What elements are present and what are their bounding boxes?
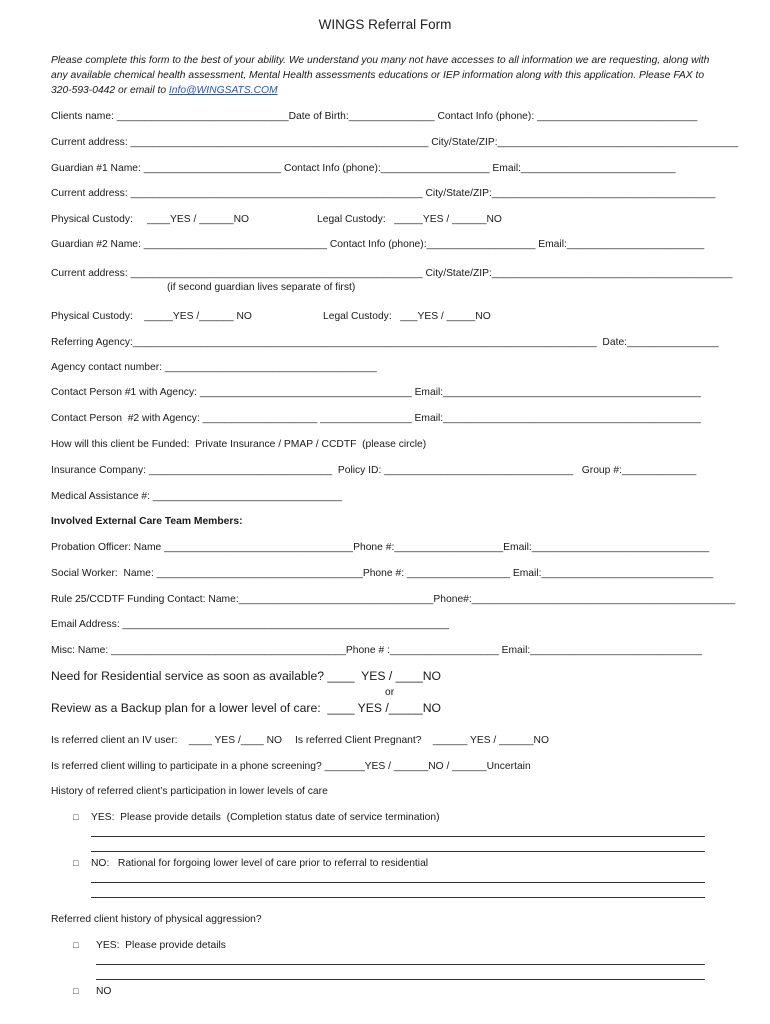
email-link[interactable]: Info@WINGSATS.COM <box>168 85 278 96</box>
insurance-line[interactable]: Insurance Company: ________________________________ Policy ID: _________________________________ Group #:_____________ <box>51 465 697 476</box>
rule-25-line[interactable]: Rule 25/CCDTF Funding Contact: Name:__________________________________Phone#:______________________________________________ <box>51 594 736 605</box>
current-address-line-3[interactable]: Current address: ___________________________________________________ City/State/ZIP:__________________________________________ <box>51 268 733 279</box>
medical-assistance-line[interactable]: Medical Assistance #: _________________________________ <box>51 491 342 502</box>
pregnant-line[interactable]: Is referred Client Pregnant? ______ YES / ______NO <box>295 735 549 746</box>
misc-line[interactable]: Misc: Name: _________________________________________Phone # :___________________ Email:______________________________ <box>51 645 703 656</box>
contact-person-2-line[interactable]: Contact Person #2 with Agency: ____________________ ________________ Email:_____________________________________________ <box>51 413 701 424</box>
aggression-no-label: NO <box>96 986 112 997</box>
history-yes-rule-2[interactable] <box>91 851 705 852</box>
residential-service-line[interactable]: Need for Residential service as soon as available? ____ YES / ____NO <box>51 669 442 683</box>
funding-line[interactable]: How will this client be Funded: Private Insurance / PMAP / CCDTF (please circle) <box>51 439 427 450</box>
guardian-2-line[interactable]: Guardian #2 Name: ________________________________ Contact Info (phone):___________________ Email:________________________ <box>51 239 705 250</box>
legal-custody-2[interactable]: Legal Custody: ___YES / _____NO <box>323 311 491 322</box>
history-no-label: NO: Rational for forgoing lower level of care prior to referral to residential <box>91 858 429 869</box>
care-team-heading: Involved External Care Team Members: <box>51 516 243 527</box>
history-yes-label: YES: Please provide details (Completion status date of service termination) <box>91 812 440 823</box>
history-no-checkbox[interactable]: □ <box>73 858 79 868</box>
aggression-yes-rule-2[interactable] <box>96 979 705 980</box>
history-no-rule-1[interactable] <box>91 882 705 883</box>
physical-custody-1[interactable]: Physical Custody: ____YES / ______NO <box>51 214 250 225</box>
legal-custody-1[interactable]: Legal Custody: _____YES / ______NO <box>317 214 502 225</box>
intro-text: Please complete this form to the best of your ability. We understand you many not have accesses to all information we are requesting, along with any available chemical health assessment, Mental Health assessments educations or IEP information along with this application. Please FAX to 320-593-0442 or email to <box>51 55 710 96</box>
aggression-yes-rule-1[interactable] <box>96 964 705 965</box>
clients-name-line[interactable]: Clients name: ______________________________Date of Birth:_______________ Contact Info (phone): ____________________________ <box>51 111 698 122</box>
aggression-heading: Referred client history of physical aggression? <box>51 914 262 925</box>
aggression-yes-label: YES: Please provide details <box>96 940 226 951</box>
aggression-yes-checkbox[interactable]: □ <box>73 940 79 950</box>
second-guardian-note: (if second guardian lives separate of first) <box>167 282 356 293</box>
referring-agency-line[interactable]: Referring Agency:_________________________________________________________________________________ Date:________________ <box>51 337 719 348</box>
probation-officer-line[interactable]: Probation Officer: Name _________________________________Phone #:___________________Email:_______________________________ <box>51 542 710 553</box>
contact-person-1-line[interactable]: Contact Person #1 with Agency: _____________________________________ Email:_____________________________________________ <box>51 387 701 398</box>
history-heading: History of referred client’s participation in lower levels of care <box>51 786 328 797</box>
current-address-line-2[interactable]: Current address: ___________________________________________________ City/State/ZIP:_______________________________________ <box>51 188 716 199</box>
iv-user-line[interactable]: Is referred client an IV user: ____ YES /____ NO <box>51 735 283 746</box>
history-no-rule-2[interactable] <box>91 897 705 898</box>
form-title: WINGS Referral Form <box>318 17 452 32</box>
guardian-1-line[interactable]: Guardian #1 Name: ________________________ Contact Info (phone):___________________ Email:___________________________ <box>51 163 676 174</box>
email-address-line[interactable]: Email Address: _________________________________________________________ <box>51 619 449 630</box>
backup-plan-line[interactable]: Review as a Backup plan for a lower level of care: ____ YES /_____NO <box>51 701 441 715</box>
current-address-line-1[interactable]: Current address: ____________________________________________________ City/State/ZIP:__________________________________________ <box>51 137 739 148</box>
physical-custody-2[interactable]: Physical Custody: _____YES /______ NO <box>51 311 252 322</box>
social-worker-line[interactable]: Social Worker: Name: ____________________________________Phone #: __________________ Email:______________________________ <box>51 568 714 579</box>
phone-screening-line[interactable]: Is referred client willing to participate in a phone screening? _______YES / ______NO / ______Uncertain <box>51 761 531 772</box>
intro-paragraph <box>51 53 711 98</box>
history-yes-checkbox[interactable]: □ <box>73 812 79 822</box>
or-label: or <box>385 687 395 698</box>
aggression-no-checkbox[interactable]: □ <box>73 986 79 996</box>
history-yes-rule-1[interactable] <box>91 836 705 837</box>
agency-contact-line[interactable]: Agency contact number: _____________________________________ <box>51 362 377 373</box>
